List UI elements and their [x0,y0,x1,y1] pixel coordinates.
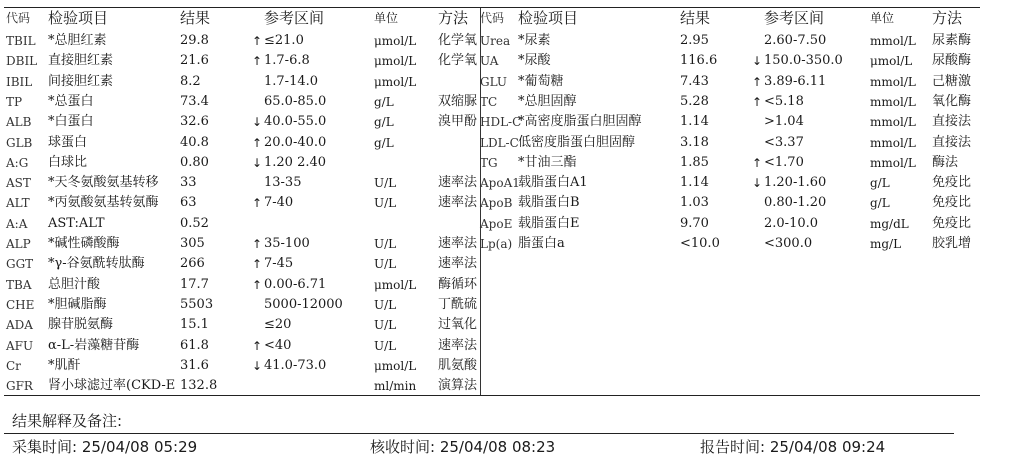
result-cell: 33 [180,175,197,191]
reference-range-cell: ≤21.0 [264,33,304,48]
header-method: 方法 [438,9,469,27]
item-name-cell: *天冬氨酸氨基转移 [48,175,159,191]
item-name-cell: *总蛋白 [48,93,94,109]
unit-cell: mmol/L [870,34,916,48]
method-cell: 免疫比 [932,195,972,211]
flag-arrow: ↑ [252,237,263,251]
code-cell: LDL-C [480,135,519,150]
method-cell: 速率法 [438,236,478,251]
unit-cell: g/L [374,135,394,150]
reference-range-cell: 150.0-350.0 [764,53,843,69]
method-cell: 过氧化 [438,317,478,333]
method-cell: 酶法 [932,154,959,170]
flag-arrow: ↓ [252,155,263,170]
header-item: 检验项目 [48,9,109,27]
method-cell: 直接法 [932,134,972,150]
reference-range-cell: >1.04 [764,114,804,130]
header-code: 代码 [6,11,31,25]
item-name-cell: *甘油三酯 [518,154,577,170]
unit-cell: μmol/L [374,74,417,89]
result-cell: 17.7 [180,276,209,292]
table-bottom-rule [4,395,980,396]
header-reference: 参考区间 [764,9,825,27]
unit-cell: mmol/L [870,155,916,170]
result-cell: 73.4 [180,93,209,109]
code-cell: CHE [6,297,35,312]
result-cell: 0.52 [180,215,209,231]
item-name-cell: 球蛋白 [48,134,88,150]
method-cell: 免疫比 [932,175,972,191]
code-cell: ALB [6,115,32,130]
reference-range-cell: 1.20 2.40 [264,154,327,170]
table-row [0,153,1000,173]
method-cell: 化学氧 [438,53,478,69]
result-cell: 5503 [180,296,214,312]
flag-arrow: ↑ [752,74,763,89]
right-table-header [0,8,1000,28]
code-cell: GFR [6,379,33,394]
unit-cell: μmol/L [374,34,417,48]
reference-range-cell: 40.0-55.0 [264,114,327,130]
code-cell: ApoB [480,196,513,211]
reference-range-cell: <300.0 [764,236,813,251]
item-name-cell: 载脂蛋白A1 [518,175,588,191]
item-name-cell: *白蛋白 [48,114,94,130]
table-row [0,295,1000,315]
method-cell: 尿素酶 [932,33,972,48]
item-name-cell: 肾小球滤过率(CKD-E [48,378,176,394]
unit-cell: g/L [374,94,394,109]
item-name-cell: AST:ALT [48,215,105,231]
table-row [0,315,1000,335]
unit-cell: mg/dL [870,216,909,231]
reference-range-cell: 1.7-14.0 [264,73,319,89]
unit-cell: mg/L [870,237,902,251]
method-cell: 丁酰硫 [438,296,478,312]
item-name-cell: *丙氨酸氨基转氨酶 [48,195,159,211]
table-row [0,193,1000,213]
item-name-cell: *葡萄糖 [518,73,564,89]
unit-cell: g/L [870,196,890,211]
flag-arrow: ↑ [252,338,263,353]
code-cell: GLB [6,135,33,150]
unit-cell: μmol/L [374,54,417,69]
code-cell: ADA [6,318,33,333]
item-name-cell: *总胆固醇 [518,93,577,109]
header-code: 代码 [480,11,505,25]
collect-time: 采集时间: 25/04/08 05:29 [12,438,198,456]
table-row [0,356,1000,376]
unit-cell: U/L [374,196,397,211]
reference-range-cell: ≤20 [264,317,292,333]
result-cell: 3.18 [680,134,709,150]
result-cell: 0.80 [180,154,209,170]
method-cell: 己糖激 [932,73,972,89]
flag-arrow: ↑ [252,54,263,69]
flag-arrow: ↑ [752,94,763,109]
item-name-cell: *碱性磷酸酶 [48,236,120,251]
header-result: 结果 [680,9,711,27]
result-cell: 32.6 [180,114,209,130]
table-row [0,214,1000,234]
table-row [0,31,1000,51]
reference-range-cell: <40 [264,337,292,353]
unit-cell: μmol/L [374,277,417,292]
result-cell: 21.6 [180,53,209,69]
table-row [0,112,1000,132]
table-row [0,275,1000,295]
header-reference: 参考区间 [264,9,325,27]
item-name-cell: *肌酐 [48,357,81,373]
result-cell: 266 [180,256,205,272]
item-name-cell: 间接胆红素 [48,73,114,89]
code-cell: Cr [6,358,21,373]
code-cell: ALP [6,237,31,251]
code-cell: HDL-C [480,115,522,130]
result-cell: 31.6 [180,357,209,373]
table-row [0,92,1000,112]
result-cell: 7.43 [680,73,709,89]
reference-range-cell: 65.0-85.0 [264,93,327,109]
result-cell: 15.1 [180,317,209,333]
item-name-cell: *胆碱脂酶 [48,296,107,312]
item-name-cell: 白球比 [48,154,88,170]
item-name-cell: 载脂蛋白E [518,215,580,231]
reference-range-cell: 35-100 [264,236,310,251]
method-cell: 直接法 [932,114,972,130]
method-cell: 溴甲酚 [438,114,478,130]
header-unit: 单位 [374,11,399,25]
unit-cell: μmol/L [374,358,417,373]
code-cell: GLU [480,74,508,89]
code-cell: TG [480,155,498,170]
method-cell: 酶循环 [438,276,478,292]
method-cell: 化学氧 [438,33,478,48]
unit-cell: U/L [374,237,397,251]
unit-cell: mmol/L [870,135,916,150]
method-cell: 尿酸酶 [932,53,972,69]
unit-cell: μmol/L [870,54,913,69]
result-cell: 9.70 [680,215,709,231]
item-name-cell: *尿酸 [518,53,551,69]
unit-cell: U/L [374,257,397,272]
reference-range-cell: 7-40 [264,195,294,211]
result-cell: 61.8 [180,337,209,353]
result-cell: 1.85 [680,154,709,170]
result-cell: 8.2 [180,73,201,89]
report-time: 报告时间: 25/04/08 09:24 [700,438,886,456]
result-cell: 63 [180,195,197,211]
flag-arrow: ↑ [252,277,263,292]
method-cell: 双缩脲 [438,93,478,109]
flag-arrow: ↓ [252,358,263,373]
code-cell: ALT [6,196,30,211]
result-cell: 29.8 [180,33,209,48]
unit-cell: U/L [374,338,397,353]
table-row [0,51,1000,71]
result-cell: 305 [180,236,205,251]
item-name-cell: 总胆汁酸 [48,276,101,292]
code-cell: Lp(a) [480,237,513,251]
method-cell: 免疫比 [932,215,972,231]
result-cell: 1.14 [680,175,709,191]
code-cell: AFU [6,338,34,353]
item-name-cell: α-L-岩藻糖苷酶 [48,337,140,353]
result-cell: 40.8 [180,134,209,150]
table-row [0,376,1000,396]
flag-arrow: ↓ [752,54,763,69]
reference-range-cell: 7-45 [264,256,294,272]
item-name-cell: *高密度脂蛋白胆固醇 [518,114,642,130]
table-row [0,173,1000,193]
reference-range-cell: 2.60-7.50 [764,33,827,48]
reference-range-cell: <1.70 [764,154,804,170]
unit-cell: mmol/L [870,94,916,109]
unit-cell: U/L [374,318,397,333]
table-row [0,234,1000,254]
method-cell: 速率法 [438,175,478,191]
table-row [0,72,1000,92]
result-cell: 5.28 [680,93,709,109]
header-item: 检验项目 [518,9,579,27]
item-name-cell: 直接胆红素 [48,53,114,69]
result-cell: 116.6 [680,53,718,69]
code-cell: A:A [6,216,28,231]
reference-range-cell: 0.80-1.20 [764,195,827,211]
code-cell: A:G [6,155,29,170]
code-cell: AST [6,176,31,191]
unit-cell: U/L [374,297,397,312]
code-cell: TC [480,94,498,109]
code-cell: Urea [480,34,511,48]
reference-range-cell: 20.0-40.0 [264,134,327,150]
unit-cell: g/L [374,115,394,130]
method-cell: 胶乳增 [932,236,972,251]
reference-range-cell: 5000-12000 [264,296,343,312]
reference-range-cell: 0.00-6.71 [264,276,327,292]
header-result: 结果 [180,9,211,27]
result-cell: 132.8 [180,378,218,394]
item-name-cell: *总胆红素 [48,33,107,48]
reference-range-cell: 3.89-6.11 [764,73,827,89]
method-cell: 肌氨酸 [438,357,478,373]
method-cell: 氧化酶 [932,93,972,109]
header-unit: 单位 [870,11,895,25]
footer-rule [4,433,954,434]
unit-cell: mmol/L [870,115,916,130]
code-cell: UA [480,54,499,69]
result-cell: 1.03 [680,195,709,211]
flag-arrow: ↑ [252,257,263,272]
code-cell: ApoA1 [480,176,520,191]
flag-arrow: ↑ [252,135,263,150]
code-cell: DBIL [6,54,38,69]
flag-arrow: ↓ [752,176,763,191]
header-method: 方法 [932,9,963,27]
item-name-cell: 低密度脂蛋白胆固醇 [518,134,636,150]
reference-range-cell: <5.18 [764,93,804,109]
flag-arrow: ↑ [752,155,763,170]
flag-arrow: ↑ [252,196,263,211]
reference-range-cell: <3.37 [764,134,804,150]
item-name-cell: *尿素 [518,33,551,48]
table-row [0,254,1000,274]
table-row [0,133,1000,153]
result-cell: <10.0 [680,236,720,251]
item-name-cell: *γ-谷氨酰转肽酶 [48,256,145,272]
receive-time: 核收时间: 25/04/08 08:23 [370,438,556,456]
unit-cell: g/L [870,176,890,191]
item-name-cell: 脂蛋白a [518,236,565,251]
reference-range-cell: 41.0-73.0 [264,357,327,373]
result-cell: 1.14 [680,114,709,130]
code-cell: GGT [6,257,34,272]
table-row [0,336,1000,356]
item-name-cell: 载脂蛋白B [518,195,580,211]
result-cell: 2.95 [680,33,709,48]
reference-range-cell: 1.7-6.8 [264,53,310,69]
code-cell: TP [6,94,23,109]
method-cell: 演算法 [438,378,478,394]
reference-range-cell: 2.0-10.0 [764,215,819,231]
unit-cell: mmol/L [870,74,916,89]
code-cell: IBIL [6,74,33,89]
flag-arrow: ↓ [252,115,263,130]
unit-cell: ml/min [374,379,417,394]
code-cell: ApoE [480,216,513,231]
remarks-label: 结果解释及备注: [12,412,123,430]
code-cell: TBA [6,277,32,292]
code-cell: TBIL [6,34,36,48]
unit-cell: U/L [374,176,397,191]
method-cell: 速率法 [438,195,478,211]
item-name-cell: 腺苷脱氨酶 [48,317,114,333]
reference-range-cell: 13-35 [264,175,302,191]
method-cell: 速率法 [438,256,478,272]
reference-range-cell: 1.20-1.60 [764,175,827,191]
method-cell: 速率法 [438,337,478,353]
flag-arrow: ↑ [252,34,263,48]
